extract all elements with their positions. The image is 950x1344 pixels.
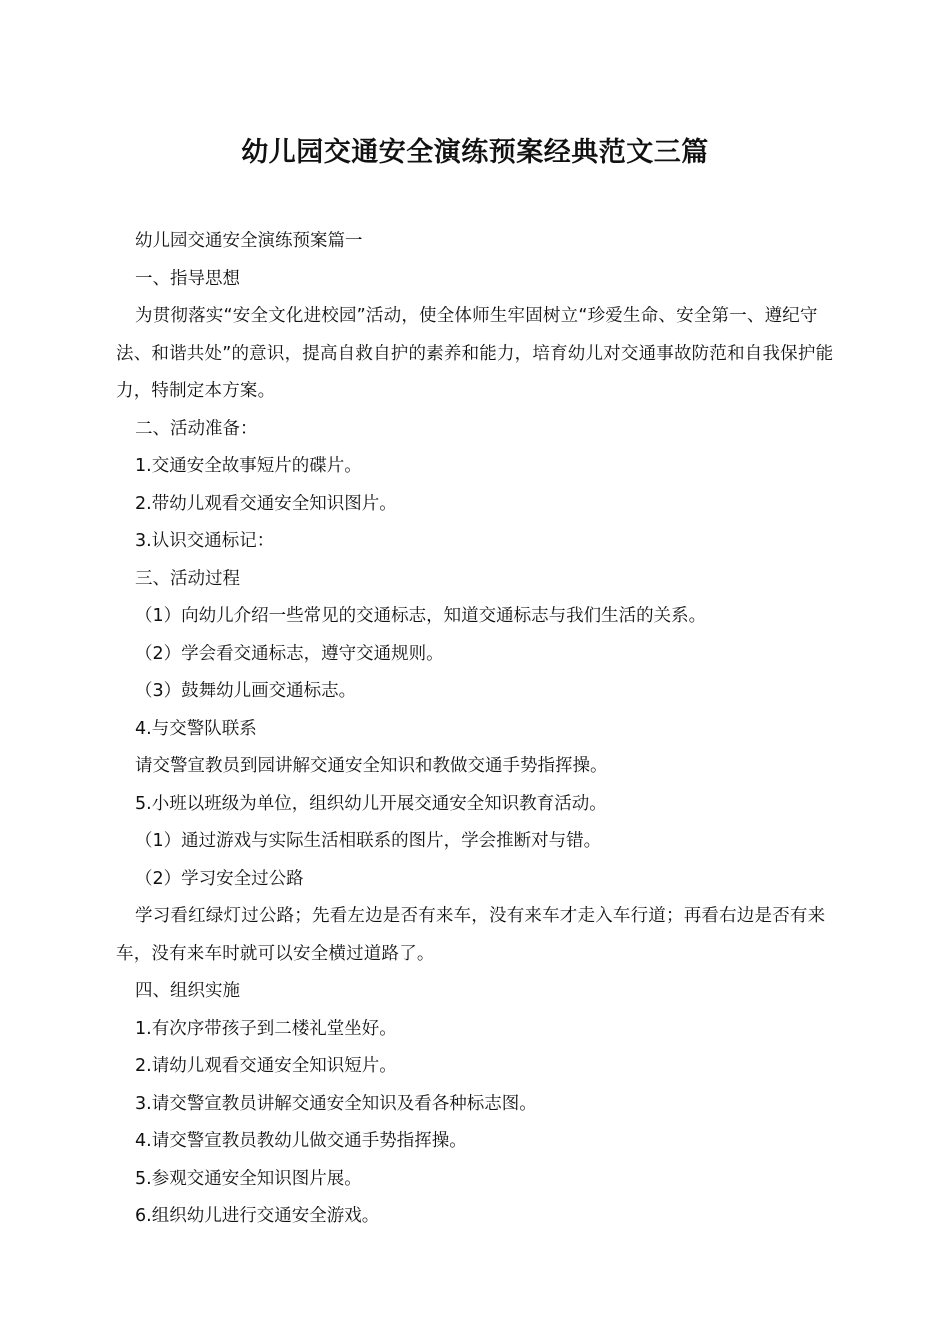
list-item: （1）向幼儿介绍一些常见的交通标志，知道交通标志与我们生活的关系。 (135, 606, 707, 626)
list-item: 1.有次序带孩子到二楼礼堂坐好。 (135, 1018, 397, 1039)
list-item: 5.小班以班级为单位，组织幼儿开展交通安全知识教育活动。 (135, 793, 607, 814)
section-heading: 一、指导思想 (135, 268, 240, 289)
list-item: 5.参观交通安全知识图片展。 (135, 1168, 362, 1189)
list-item: 2.请幼儿观看交通安全知识短片。 (135, 1056, 397, 1076)
list-item: 6.组织幼儿进行交通安全游戏。 (135, 1206, 380, 1226)
document-body (116, 223, 846, 1236)
list-item: （3）鼓舞幼儿画交通标志。 (135, 681, 357, 701)
paragraph: 学习看红绿灯过公路；先看左边是否有来车，没有来车才走入车行道；再看右边是否有来车，没有来车时就可以安全横过道路了。 (116, 906, 826, 964)
list-item: 3.请交警宣教员讲解交通安全知识及看各种标志图。 (135, 1093, 537, 1114)
list-item: 4.与交警队联系 (135, 718, 257, 739)
section-heading: 二、活动准备： (135, 418, 258, 439)
list-item: 1.交通安全故事短片的碟片。 (135, 456, 362, 476)
paragraph: 为贯彻落实“安全文化进校园”活动，使全体师生牢固树立“珍爱生命、安全第一、遵纪守法、和谐共处”的意识，提高自救自护的素养和能力，培育幼儿对交通事故防范和自我保护能力，特制定本方案。 (116, 306, 834, 401)
list-item: （2）学会看交通标志，遵守交通规则。 (135, 643, 444, 664)
section-heading: 三、活动过程 (135, 568, 240, 589)
section-heading: 幼儿园交通安全演练预案篇一 (135, 231, 363, 251)
list-item: （1）通过游戏与实际生活相联系的图片，学会推断对与错。 (135, 831, 602, 851)
list-item: 2.带幼儿观看交通安全知识图片。 (135, 493, 397, 514)
paragraph: 请交警宣教员到园讲解交通安全知识和教做交通手势指挥操。 (135, 756, 608, 776)
list-item: （2）学习安全过公路 (135, 868, 304, 889)
list-item: 3.认识交通标记： (135, 531, 275, 551)
section-heading: 四、组织实施 (135, 981, 240, 1001)
list-item: 4.请交警宣教员教幼儿做交通手势指挥操。 (135, 1131, 467, 1151)
document-title: 幼儿园交通安全演练预案经典范文三篇 (241, 137, 709, 168)
